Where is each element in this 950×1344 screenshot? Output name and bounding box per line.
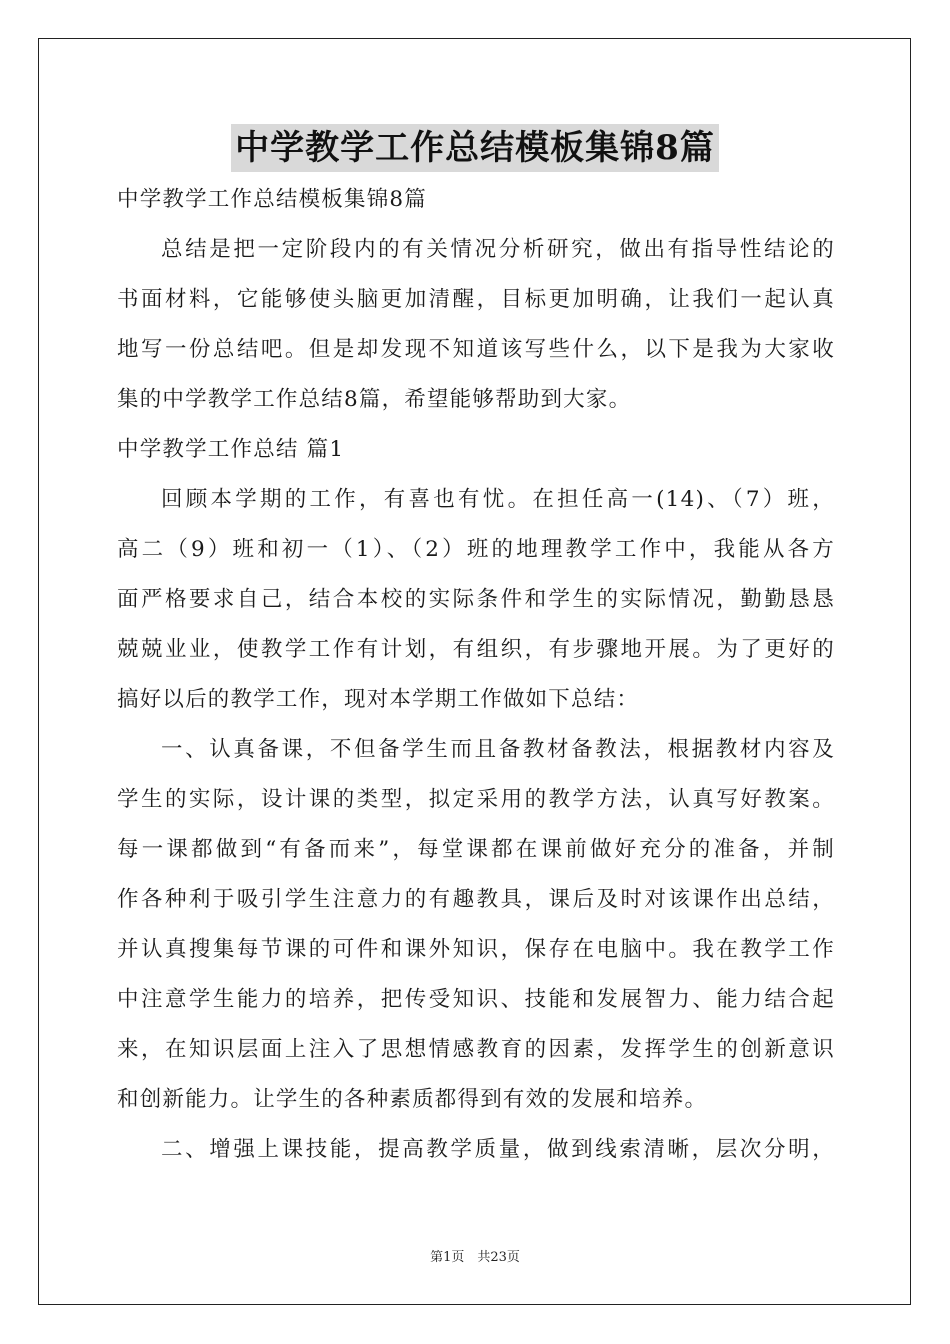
paragraph-line: 兢兢业业，使教学工作有计划，有组织，有步骤地开展。为了更好的 <box>117 637 835 662</box>
paragraph-line: 来，在知识层面上注入了思想情感教育的因素，发挥学生的创新意识 <box>117 1037 835 1062</box>
page-footer: 第1页 共23页 <box>430 1250 520 1265</box>
paragraph-line: 一、认真备课，不但备学生而且备教材备教法，根据教材内容及 <box>161 737 835 762</box>
paragraph-line: 面严格要求自己，结合本校的实际条件和学生的实际情况，勤勤恳恳 <box>117 587 835 612</box>
subtitle-line: 中学教学工作总结模板集锦8篇 <box>117 187 427 212</box>
paragraph-line: 地写一份总结吧。但是却发现不知道该写些什么，以下是我为大家收 <box>117 337 835 362</box>
paragraph-line: 总结是把一定阶段内的有关情况分析研究，做出有指导性结论的 <box>161 237 835 262</box>
title-wrap <box>0 124 950 172</box>
paragraph-line: 每一课都做到“有备而来”，每堂课都在课前做好充分的准备，并制 <box>117 837 835 862</box>
paragraph-line: 集的中学教学工作总结8篇，希望能够帮助到大家。 <box>117 387 632 412</box>
paragraph-line: 高二（9）班和初一（1）、（2）班的地理教学工作中，我能从各方 <box>117 537 835 562</box>
paragraph-line: 中注意学生能力的培养，把传受知识、技能和发展智力、能力结合起 <box>117 987 835 1012</box>
paragraph-line: 二、增强上课技能，提高教学质量，做到线索清晰，层次分明， <box>161 1137 835 1162</box>
paragraph-line: 和创新能力。让学生的各种素质都得到有效的发展和培养。 <box>117 1087 708 1112</box>
document-body <box>117 175 835 1175</box>
section-heading: 中学教学工作总结 篇1 <box>117 437 345 462</box>
paragraph-line: 回顾本学期的工作，有喜也有忧。在担任高一(14)、（7）班， <box>161 487 835 512</box>
document-title: 中学教学工作总结模板集锦8篇 <box>231 124 719 172</box>
paragraph-line: 作各种利于吸引学生注意力的有趣教具，课后及时对该课作出总结， <box>117 887 835 912</box>
paragraph-line: 学生的实际，设计课的类型，拟定采用的教学方法，认真写好教案。 <box>117 787 835 812</box>
paragraph-line: 书面材料，它能够使头脑更加清醒，目标更加明确，让我们一起认真 <box>117 287 835 312</box>
paragraph-line: 并认真搜集每节课的可件和课外知识，保存在电脑中。我在教学工作 <box>117 937 835 962</box>
paragraph-line: 搞好以后的教学工作，现对本学期工作做如下总结： <box>117 687 640 712</box>
